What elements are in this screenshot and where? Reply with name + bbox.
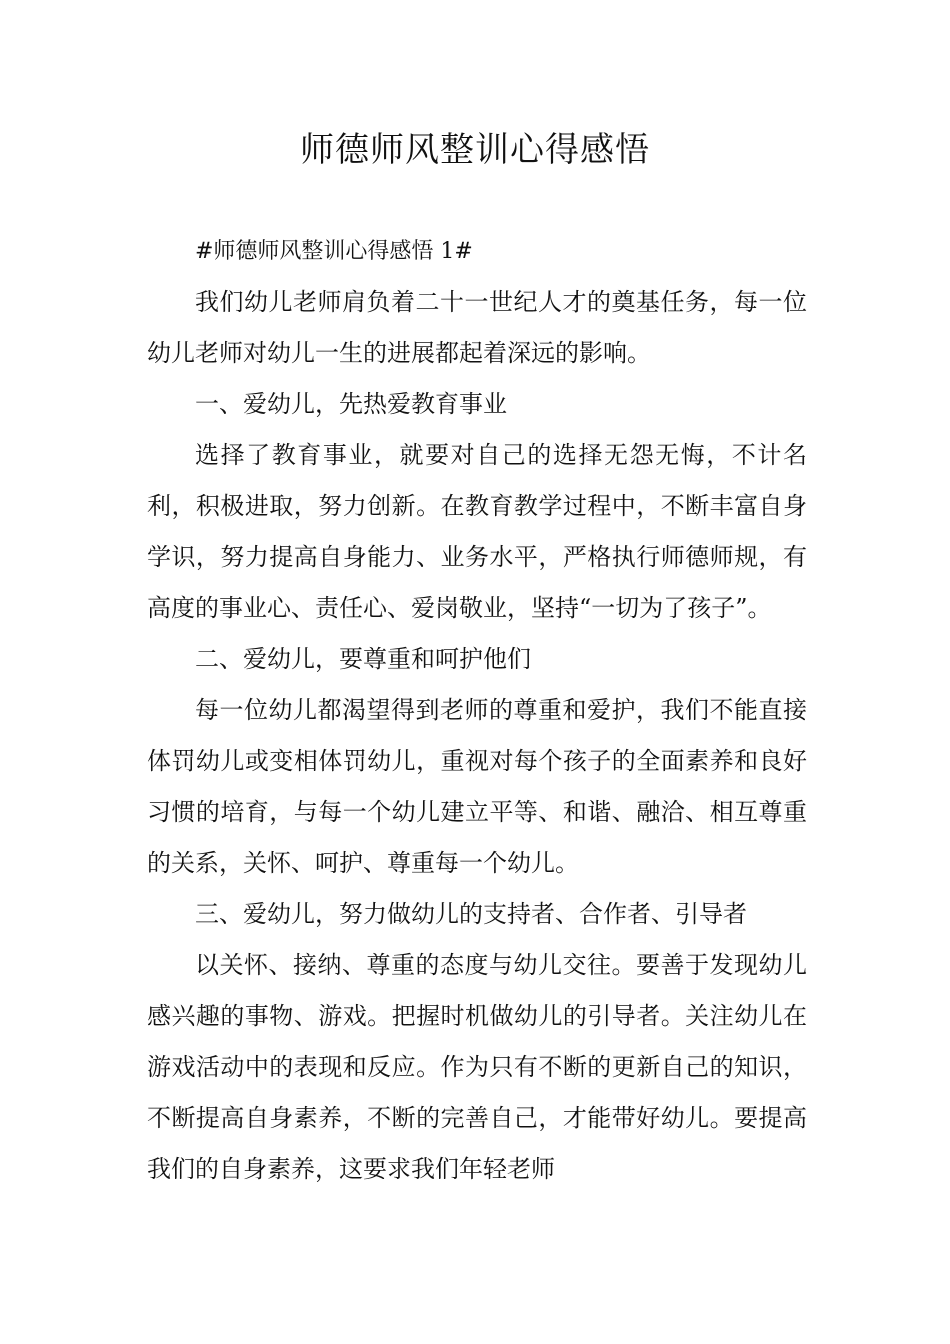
paragraph-1: 选择了教育事业，就要对自己的选择无怨无悔，不计名利，积极进取，努力创新。在教育教学过程中，不断丰富自身学识，努力提高自身能力、业务水平，严格执行师德师规，有高度的事业心、责任心、爱岗敬业，坚持“一切为了孩子”。	[147, 441, 807, 622]
subheading-2: 二、爱幼儿，要尊重和呵护他们	[195, 645, 531, 673]
document-body	[147, 226, 807, 1195]
paragraph-3: 以关怀、接纳、尊重的态度与幼儿交往。要善于发现幼儿感兴趣的事物、游戏。把握时机做幼儿的引导者。关注幼儿在游戏活动中的表现和反应。作为只有不断的更新自己的知识，不断提高自身素养，不断的完善自己，才能带好幼儿。要提高我们的自身素养，这要求我们年轻老师	[147, 951, 807, 1183]
subheading-1: 一、爱幼儿，先热爱教育事业	[195, 390, 507, 418]
page-title: 师德师风整训心得感悟	[300, 130, 650, 170]
section-marker: #师德师风整训心得感悟 1#	[195, 239, 473, 264]
paragraph-intro: 我们幼儿老师肩负着二十一世纪人才的奠基任务，每一位幼儿老师对幼儿一生的进展都起着深远的影响。	[147, 288, 807, 367]
subheading-3: 三、爱幼儿，努力做幼儿的支持者、合作者、引导者	[195, 900, 747, 928]
paragraph-2: 每一位幼儿都渴望得到老师的尊重和爱护，我们不能直接体罚幼儿或变相体罚幼儿，重视对每个孩子的全面素养和良好习惯的培育，与每一个幼儿建立平等、和谐、融洽、相互尊重的关系，关怀、呵护、尊重每一个幼儿。	[147, 696, 807, 877]
